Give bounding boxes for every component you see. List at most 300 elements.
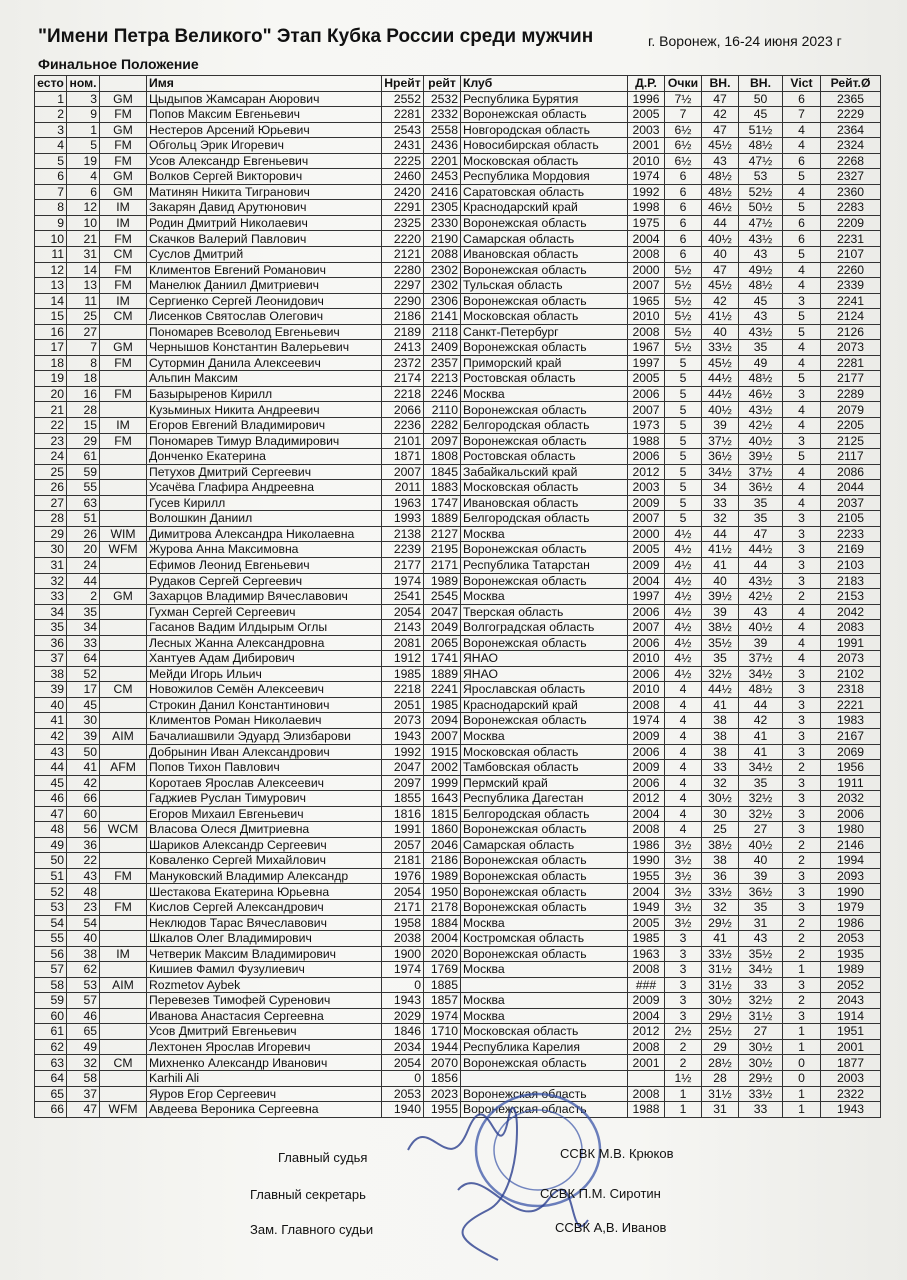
table-cell: 4 xyxy=(783,464,821,480)
table-cell: 2117 xyxy=(821,449,881,465)
table-cell: 3 xyxy=(783,697,821,713)
table-cell: 1986 xyxy=(628,837,665,853)
table-cell: 48½ xyxy=(739,682,783,698)
table-cell: 47 xyxy=(739,526,783,542)
table-cell: 22 xyxy=(67,853,100,869)
table-cell: 5 xyxy=(665,464,702,480)
table-cell: 2001 xyxy=(821,1039,881,1055)
table-cell: 53 xyxy=(67,977,100,993)
table-cell: 32 xyxy=(35,573,67,589)
table-cell: 28 xyxy=(67,402,100,418)
table-cell: 47½ xyxy=(739,215,783,231)
table-cell: Чернышов Константин Валерьевич xyxy=(147,340,382,356)
table-row xyxy=(35,682,881,698)
table-cell: 43 xyxy=(739,604,783,620)
table-cell: 5 xyxy=(783,449,821,465)
table-cell: 40 xyxy=(702,573,739,589)
table-cell: 1998 xyxy=(628,200,665,216)
table-cell: 37 xyxy=(35,651,67,667)
table-cell: Rozmetov Aybek xyxy=(147,977,382,993)
table-cell: 1884 xyxy=(424,915,461,931)
table-cell: 3 xyxy=(783,775,821,791)
table-cell: 4½ xyxy=(665,635,702,651)
table-cell: Гухман Сергей Сергеевич xyxy=(147,604,382,620)
table-cell: 44 xyxy=(35,760,67,776)
table-cell: 2 xyxy=(783,853,821,869)
column-header: ВН. xyxy=(702,76,739,92)
table-cell: 2070 xyxy=(424,1055,461,1071)
table-cell: 24 xyxy=(67,557,100,573)
table-cell: 2006 xyxy=(628,604,665,620)
table-cell: 2289 xyxy=(821,386,881,402)
table-cell xyxy=(100,511,147,527)
table-cell xyxy=(100,1008,147,1024)
table-cell: 2146 xyxy=(821,837,881,853)
table-cell: 43 xyxy=(739,931,783,947)
table-cell: 29 xyxy=(702,1039,739,1055)
table-cell: 1883 xyxy=(424,480,461,496)
table-cell: 45½ xyxy=(702,355,739,371)
table-cell: 28½ xyxy=(702,1055,739,1071)
table-cell: 3 xyxy=(665,1008,702,1024)
table-cell: 1985 xyxy=(628,931,665,947)
table-cell: Егоров Евгений Владимирович xyxy=(147,418,382,434)
table-cell: 1986 xyxy=(821,915,881,931)
column-header: Клуб xyxy=(461,76,628,92)
table-cell: Новожилов Семён Алексеевич xyxy=(147,682,382,698)
table-cell: Шариков Александр Сергеевич xyxy=(147,837,382,853)
table-row xyxy=(35,464,881,480)
table-cell xyxy=(100,713,147,729)
table-cell: IM xyxy=(100,293,147,309)
table-cell: 2186 xyxy=(382,309,424,325)
table-cell: 2189 xyxy=(382,324,424,340)
table-cell: 2103 xyxy=(821,557,881,573)
table-cell: 2029 xyxy=(382,1008,424,1024)
table-cell: 1967 xyxy=(628,340,665,356)
table-row xyxy=(35,122,881,138)
table-cell: 2124 xyxy=(821,309,881,325)
table-cell: 2181 xyxy=(382,853,424,869)
table-cell: 35½ xyxy=(702,635,739,651)
table-cell: 34 xyxy=(67,620,100,636)
table-cell: 48½ xyxy=(702,184,739,200)
table-cell: 1914 xyxy=(821,1008,881,1024)
table-cell: GM xyxy=(100,589,147,605)
table-cell: 2195 xyxy=(424,542,461,558)
table-cell: 52 xyxy=(35,884,67,900)
table-cell: 2073 xyxy=(382,713,424,729)
table-cell: 2209 xyxy=(821,215,881,231)
column-header: Имя xyxy=(147,76,382,92)
table-cell: 2004 xyxy=(424,931,461,947)
table-cell: 5 xyxy=(665,495,702,511)
table-cell: 39 xyxy=(702,604,739,620)
table-cell: 61 xyxy=(67,449,100,465)
table-cell: FM xyxy=(100,138,147,154)
table-cell: 3½ xyxy=(665,915,702,931)
table-cell: 2101 xyxy=(382,433,424,449)
table-cell: WIM xyxy=(100,526,147,542)
table-cell: Скачков Валерий Павлович xyxy=(147,231,382,247)
table-cell: 3 xyxy=(35,122,67,138)
table-cell: 16 xyxy=(35,324,67,340)
table-cell: 38 xyxy=(67,946,100,962)
table-cell: Волгоградская область xyxy=(461,620,628,636)
table-cell: 28 xyxy=(702,1071,739,1087)
table-cell: 49 xyxy=(739,355,783,371)
table-cell: CM xyxy=(100,682,147,698)
table-cell: Костромская область xyxy=(461,931,628,947)
table-cell: 2007 xyxy=(628,278,665,294)
table-cell xyxy=(100,402,147,418)
table-cell: 2001 xyxy=(628,138,665,154)
table-cell: Цыдыпов Жамсаран Аюрович xyxy=(147,91,382,107)
table-cell: 4 xyxy=(783,122,821,138)
table-row xyxy=(35,604,881,620)
table-cell: 3½ xyxy=(665,899,702,915)
table-cell: Лесных Жанна Александровна xyxy=(147,635,382,651)
table-cell: 45½ xyxy=(702,138,739,154)
table-cell: 2073 xyxy=(821,340,881,356)
column-header xyxy=(100,76,147,92)
table-cell: 39½ xyxy=(702,589,739,605)
table-cell xyxy=(100,884,147,900)
table-cell: 3 xyxy=(783,433,821,449)
table-cell xyxy=(100,495,147,511)
table-cell: 43½ xyxy=(739,324,783,340)
table-cell xyxy=(100,915,147,931)
table-cell: 47 xyxy=(35,806,67,822)
table-cell: 2049 xyxy=(424,620,461,636)
table-cell: 50½ xyxy=(739,200,783,216)
table-cell: 3 xyxy=(783,868,821,884)
table-cell: 47 xyxy=(67,1102,100,1118)
table-cell: Коротаев Ярослав Алексеевич xyxy=(147,775,382,791)
table-cell: 5 xyxy=(665,449,702,465)
table-cell: 2339 xyxy=(821,278,881,294)
table-cell: 1856 xyxy=(424,1071,461,1087)
table-cell: 2086 xyxy=(821,464,881,480)
table-cell: 2177 xyxy=(382,557,424,573)
table-cell: 2009 xyxy=(628,760,665,776)
table-row xyxy=(35,760,881,776)
table-cell: Попов Максим Евгеньевич xyxy=(147,107,382,123)
table-cell: 4 xyxy=(783,278,821,294)
standings-table xyxy=(34,75,881,1118)
table-cell: 2012 xyxy=(628,791,665,807)
table-cell: 2004 xyxy=(628,231,665,247)
table-cell: Егоров Михаил Евгеньевич xyxy=(147,806,382,822)
table-cell: 2 xyxy=(783,837,821,853)
table-cell: 15 xyxy=(67,418,100,434)
table-cell: Воронежская область xyxy=(461,713,628,729)
table-cell: Воронежская область xyxy=(461,293,628,309)
table-cell: 44 xyxy=(739,697,783,713)
table-cell: 43 xyxy=(739,247,783,263)
table-cell: 2241 xyxy=(821,293,881,309)
table-cell: 63 xyxy=(67,495,100,511)
table-row xyxy=(35,215,881,231)
table-cell: 21 xyxy=(67,231,100,247)
table-cell: 62 xyxy=(67,962,100,978)
table-cell: 1710 xyxy=(424,1024,461,1040)
table-row xyxy=(35,169,881,185)
table-cell: 34½ xyxy=(702,464,739,480)
table-cell xyxy=(100,1024,147,1040)
table-cell: 38 xyxy=(702,853,739,869)
table-cell xyxy=(100,324,147,340)
table-cell xyxy=(100,449,147,465)
table-cell: Ярославская область xyxy=(461,682,628,698)
table-cell: 1940 xyxy=(382,1102,424,1118)
table-cell: Краснодарский край xyxy=(461,697,628,713)
table-cell: 4 xyxy=(783,138,821,154)
table-cell: Перевезев Тимофей Суренович xyxy=(147,993,382,1009)
table-cell: 58 xyxy=(67,1071,100,1087)
column-header: ВН. xyxy=(739,76,783,92)
table-cell: 46½ xyxy=(739,386,783,402)
table-cell: 2127 xyxy=(424,526,461,542)
table-cell: 53 xyxy=(35,899,67,915)
table-cell: 40½ xyxy=(702,231,739,247)
table-cell: 49 xyxy=(35,837,67,853)
table-cell: 26 xyxy=(67,526,100,542)
table-cell: 1994 xyxy=(821,853,881,869)
table-cell: Karhili Ali xyxy=(147,1071,382,1087)
table-cell: 42 xyxy=(739,713,783,729)
table-cell: 2083 xyxy=(821,620,881,636)
table-cell: Республика Татарстан xyxy=(461,557,628,573)
table-cell: 64 xyxy=(35,1071,67,1087)
table-cell: 2007 xyxy=(628,402,665,418)
table-cell: Воронежская область xyxy=(461,573,628,589)
table-cell: 2268 xyxy=(821,153,881,169)
table-cell: 1979 xyxy=(821,899,881,915)
table-cell: 2 xyxy=(67,589,100,605)
table-row xyxy=(35,946,881,962)
table-cell: FM xyxy=(100,868,147,884)
table-cell: 2143 xyxy=(382,620,424,636)
table-cell: 19 xyxy=(67,153,100,169)
table-cell: 2052 xyxy=(821,977,881,993)
table-cell: 23 xyxy=(35,433,67,449)
table-cell: 35½ xyxy=(739,946,783,962)
table-cell: 1747 xyxy=(424,495,461,511)
table-cell: 2107 xyxy=(821,247,881,263)
table-cell xyxy=(461,1071,628,1087)
table-cell: 37½ xyxy=(739,651,783,667)
table-cell: 1983 xyxy=(821,713,881,729)
table-cell: 2066 xyxy=(382,402,424,418)
table-cell: Московская область xyxy=(461,744,628,760)
table-cell: 3 xyxy=(783,386,821,402)
table-cell: 2053 xyxy=(821,931,881,947)
table-cell xyxy=(100,993,147,1009)
table-cell: 48 xyxy=(67,884,100,900)
table-cell xyxy=(100,464,147,480)
table-cell: 21 xyxy=(35,402,67,418)
table-cell: Петухов Дмитрий Сергеевич xyxy=(147,464,382,480)
table-cell: 29½ xyxy=(702,1008,739,1024)
table-cell: Усачёва Глафира Андреевна xyxy=(147,480,382,496)
table-cell: 17 xyxy=(35,340,67,356)
table-cell: 2007 xyxy=(424,728,461,744)
table-cell: 2306 xyxy=(424,293,461,309)
table-cell: 1 xyxy=(783,1024,821,1040)
table-cell: 1885 xyxy=(424,977,461,993)
table-cell: 3 xyxy=(665,977,702,993)
table-cell: 49 xyxy=(67,1039,100,1055)
table-cell: Неклюдов Тарас Вячеславович xyxy=(147,915,382,931)
table-cell: 6 xyxy=(35,169,67,185)
table-row xyxy=(35,853,881,869)
table-row xyxy=(35,666,881,682)
table-cell: 2545 xyxy=(424,589,461,605)
table-cell: Саратовская область xyxy=(461,184,628,200)
table-cell: 7 xyxy=(35,184,67,200)
table-row xyxy=(35,713,881,729)
table-cell xyxy=(100,962,147,978)
table-cell: 1911 xyxy=(821,775,881,791)
table-cell: 32½ xyxy=(739,993,783,1009)
table-row xyxy=(35,822,881,838)
table-cell: 25½ xyxy=(702,1024,739,1040)
table-cell: 33 xyxy=(35,589,67,605)
table-cell: 1950 xyxy=(424,884,461,900)
table-cell: 35 xyxy=(739,495,783,511)
table-cell: CM xyxy=(100,309,147,325)
table-cell: 2002 xyxy=(424,760,461,776)
table-cell: 42½ xyxy=(739,589,783,605)
table-cell: 63 xyxy=(35,1055,67,1071)
table-cell: Мануковский Владимир Александр xyxy=(147,868,382,884)
table-cell: 9 xyxy=(67,107,100,123)
table-cell: 10 xyxy=(35,231,67,247)
table-cell: 4½ xyxy=(665,604,702,620)
table-cell: Яуров Егор Сергеевич xyxy=(147,1086,382,1102)
table-cell: 2532 xyxy=(424,91,461,107)
table-cell: 56 xyxy=(35,946,67,962)
table-cell: 5½ xyxy=(665,324,702,340)
table-cell: 37½ xyxy=(702,433,739,449)
table-cell: Захарцов Владимир Вячеславович xyxy=(147,589,382,605)
table-cell: 47 xyxy=(702,262,739,278)
column-header: Рейт.Ø xyxy=(821,76,881,92)
table-cell: 2065 xyxy=(424,635,461,651)
table-row xyxy=(35,884,881,900)
table-cell: 50 xyxy=(35,853,67,869)
table-cell: 53 xyxy=(739,169,783,185)
table-cell: 33½ xyxy=(739,1086,783,1102)
table-cell: 31 xyxy=(702,1102,739,1118)
table-cell: Ивановская область xyxy=(461,247,628,263)
table-cell: 1741 xyxy=(424,651,461,667)
table-cell: 2003 xyxy=(628,480,665,496)
table-cell xyxy=(100,806,147,822)
table-cell: 31 xyxy=(67,247,100,263)
table-cell: 2008 xyxy=(628,697,665,713)
table-cell: 2460 xyxy=(382,169,424,185)
table-cell: Климентов Евгений Романович xyxy=(147,262,382,278)
table-cell: 2073 xyxy=(821,651,881,667)
table-cell: 28 xyxy=(35,511,67,527)
table-cell: 2006 xyxy=(628,449,665,465)
table-row xyxy=(35,915,881,931)
table-cell: 35 xyxy=(35,620,67,636)
table-cell: 51½ xyxy=(739,122,783,138)
table-cell: 2004 xyxy=(628,1008,665,1024)
table-cell: 2043 xyxy=(821,993,881,1009)
table-cell: Власова Олеся Дмитриевна xyxy=(147,822,382,838)
table-cell: 2009 xyxy=(628,557,665,573)
table-cell: 1915 xyxy=(424,744,461,760)
column-header: Д.Р. xyxy=(628,76,665,92)
table-cell: 3 xyxy=(783,977,821,993)
table-cell: 36½ xyxy=(702,449,739,465)
table-row xyxy=(35,309,881,325)
table-cell: IM xyxy=(100,215,147,231)
table-cell: 2044 xyxy=(821,480,881,496)
table-row xyxy=(35,324,881,340)
table-cell: 43 xyxy=(35,744,67,760)
table-row xyxy=(35,993,881,1009)
table-cell: Пономарев Тимур Владимирович xyxy=(147,433,382,449)
table-cell: 31½ xyxy=(702,962,739,978)
table-cell: 2413 xyxy=(382,340,424,356)
table-row xyxy=(35,371,881,387)
table-cell: 1955 xyxy=(628,868,665,884)
table-row xyxy=(35,495,881,511)
table-cell: 23 xyxy=(67,899,100,915)
table-cell: 27 xyxy=(739,822,783,838)
table-cell: ### xyxy=(628,977,665,993)
table-cell: 1860 xyxy=(424,822,461,838)
table-cell: 6 xyxy=(783,215,821,231)
table-cell: Забайкальский край xyxy=(461,464,628,480)
table-cell: 41 xyxy=(702,931,739,947)
table-cell: 2260 xyxy=(821,262,881,278)
table-cell: 64 xyxy=(67,651,100,667)
table-cell xyxy=(100,480,147,496)
table-cell: 4 xyxy=(783,184,821,200)
table-row xyxy=(35,418,881,434)
table-cell: FM xyxy=(100,278,147,294)
table-cell: 2010 xyxy=(628,682,665,698)
table-cell: 58 xyxy=(35,977,67,993)
table-cell: 2138 xyxy=(382,526,424,542)
table-cell: 42 xyxy=(702,107,739,123)
table-cell: 38½ xyxy=(702,620,739,636)
table-cell: 15 xyxy=(35,309,67,325)
table-cell: 6 xyxy=(665,169,702,185)
table-cell: 41½ xyxy=(702,309,739,325)
table-cell: 4½ xyxy=(665,542,702,558)
table-cell: 7½ xyxy=(665,91,702,107)
table-cell: 1976 xyxy=(382,868,424,884)
table-cell: Московская область xyxy=(461,480,628,496)
table-cell: 1958 xyxy=(382,915,424,931)
table-cell xyxy=(100,853,147,869)
table-cell: 1943 xyxy=(821,1102,881,1118)
table-cell: 65 xyxy=(67,1024,100,1040)
table-cell: Московская область xyxy=(461,309,628,325)
table-cell: 40½ xyxy=(702,402,739,418)
table-cell: 31½ xyxy=(739,1008,783,1024)
table-cell: GM xyxy=(100,340,147,356)
deputy-judge-role: Зам. Главного судьи xyxy=(250,1222,374,1237)
table-cell: 13 xyxy=(67,278,100,294)
